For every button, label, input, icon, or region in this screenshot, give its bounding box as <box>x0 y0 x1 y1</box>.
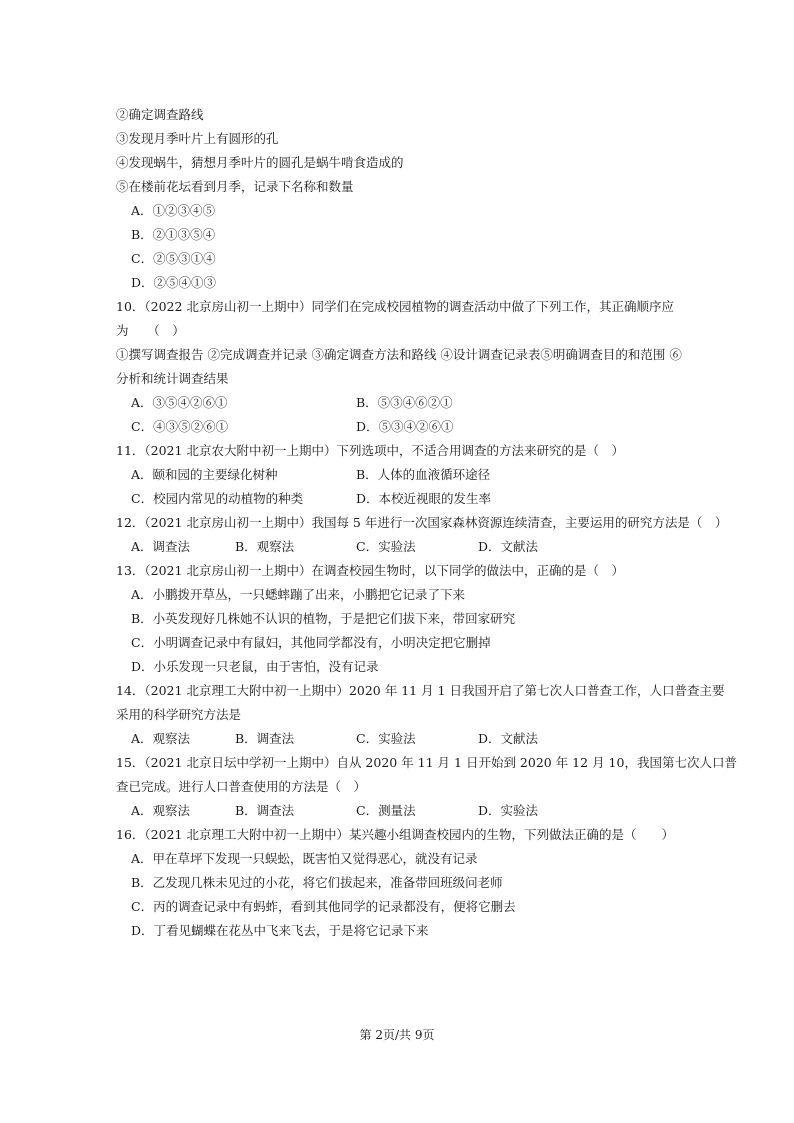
page-number: 第 2页/共 9页 <box>359 1028 435 1042</box>
q9-item-5: ⑤在楼前花坛看到月季，记录下名称和数量 <box>116 179 354 194</box>
q12-stem: 12．（2021 北京房山初一上期中）我国每 5 年进行一次国家森林资源连续清查，主要运用的研究方法是（ ） <box>116 515 728 530</box>
q11-option-b: B．人体的血液循环途径 <box>356 467 491 482</box>
q14-option-d: D．文献法 <box>478 731 539 746</box>
q10-option-c: C．④③⑤②⑥① <box>131 419 229 434</box>
q10-stem: 10．（2022 北京房山初一上期中）同学们在完成校园植物的调查活动中做了下列工作，其正确顺序应 <box>116 299 674 314</box>
q16-option-b: B．乙发现几株未见过的小花，将它们拔起来，准备带回班级问老师 <box>131 875 503 890</box>
q11-option-a: A．颐和园的主要绿化树种 <box>131 467 278 482</box>
q15-stem-cont: 查已完成。进行人口普查使用的方法是（ ） <box>116 779 367 794</box>
q12-option-a: A．调查法 <box>131 539 191 554</box>
q13-option-d: D．小乐发现一只老鼠，由于害怕，没有记录 <box>131 659 379 674</box>
q9-option-b: B．②①③⑤④ <box>131 227 216 242</box>
q10-option-b: B．⑤③④⑥②① <box>356 395 453 410</box>
q16-option-c: C．丙的调查记录中有蚂蚱，看到其他同学的记录都没有，便将它删去 <box>131 899 516 914</box>
q11-option-c: C．校园内常见的动植物的种类 <box>131 491 304 506</box>
q11-option-d: D．本校近视眼的发生率 <box>356 491 492 506</box>
q12-option-c: C．实验法 <box>356 539 416 554</box>
q15-option-d: D．实验法 <box>478 803 539 818</box>
q12-option-d: D．文献法 <box>478 539 539 554</box>
q14-option-b: B．调查法 <box>235 731 295 746</box>
q14-option-c: C．实验法 <box>356 731 416 746</box>
q10-stem-cont: 为 （ ） <box>116 323 185 338</box>
q13-stem: 13．（2021 北京房山初一上期中）在调查校园生物时，以下同学的做法中，正确的是（ ） <box>116 563 624 578</box>
q10-steps: ①撰写调查报告 ②完成调查并记录 ③确定调查方法和路线 ④设计调查记录表⑤明确调查目的和范围 ⑥ <box>116 347 682 362</box>
q13-option-b: B．小英发现好几株她不认识的植物，于是把它们拔下来，带回家研究 <box>131 611 516 626</box>
q9-option-d: D．②⑤④①③ <box>131 275 217 290</box>
q9-item-3: ③发现月季叶片上有圆形的孔 <box>116 131 279 146</box>
q15-option-a: A．观察法 <box>131 803 191 818</box>
q16-option-d: D．丁看见蝴蝶在花丛中飞来飞去，于是将它记录下来 <box>131 923 429 938</box>
q13-option-c: C．小明调查记录中有鼠妇，其他同学都没有，小明决定把它删掉 <box>131 635 491 650</box>
q9-item-4: ④发现蜗牛，猜想月季叶片的圆孔是蜗牛啃食造成的 <box>116 155 404 170</box>
q10-option-a: A．③⑤④②⑥① <box>131 395 228 410</box>
q16-option-a: A．甲在草坪下发现一只蜈蚣，既害怕又觉得恶心，就没有记录 <box>131 851 478 866</box>
q10-option-d: D．⑤③④②⑥① <box>356 419 454 434</box>
q15-option-c: C．测量法 <box>356 803 416 818</box>
q16-stem: 16．（2021 北京理工大附中初一上期中）某兴趣小组调查校园内的生物，下列做法正确的是（ ） <box>116 827 674 842</box>
q14-option-a: A．观察法 <box>131 731 191 746</box>
q9-option-a: A．①②③④⑤ <box>131 203 216 218</box>
q9-option-c: C．②⑤③①④ <box>131 251 216 266</box>
q12-option-b: B．观察法 <box>235 539 295 554</box>
q13-option-a: A．小鹏拨开草丛，一只蟋蟀蹦了出来，小鹏把它记录了下来 <box>131 587 466 602</box>
q10-steps-cont: 分析和统计调查结果 <box>116 371 229 386</box>
q9-item-2: ②确定调查路线 <box>116 107 204 122</box>
q15-stem: 15．（2021 北京日坛中学初一上期中）自从 2020 年 11 月 1 日开始到 2020 年 12 月 10，我国第七次人口普 <box>116 755 737 770</box>
q11-stem: 11．（2021 北京农大附中初一上期中）下列选项中，不适合用调查的方法来研究的是（ ） <box>116 443 624 458</box>
q14-stem-cont: 采用的科学研究方法是 <box>116 707 242 722</box>
q14-stem: 14．（2021 北京理工大附中初一上期中）2020 年 11 月 1 日我国开启了第七次人口普查工作，人口普查主要 <box>116 683 725 698</box>
q15-option-b: B．调查法 <box>235 803 295 818</box>
